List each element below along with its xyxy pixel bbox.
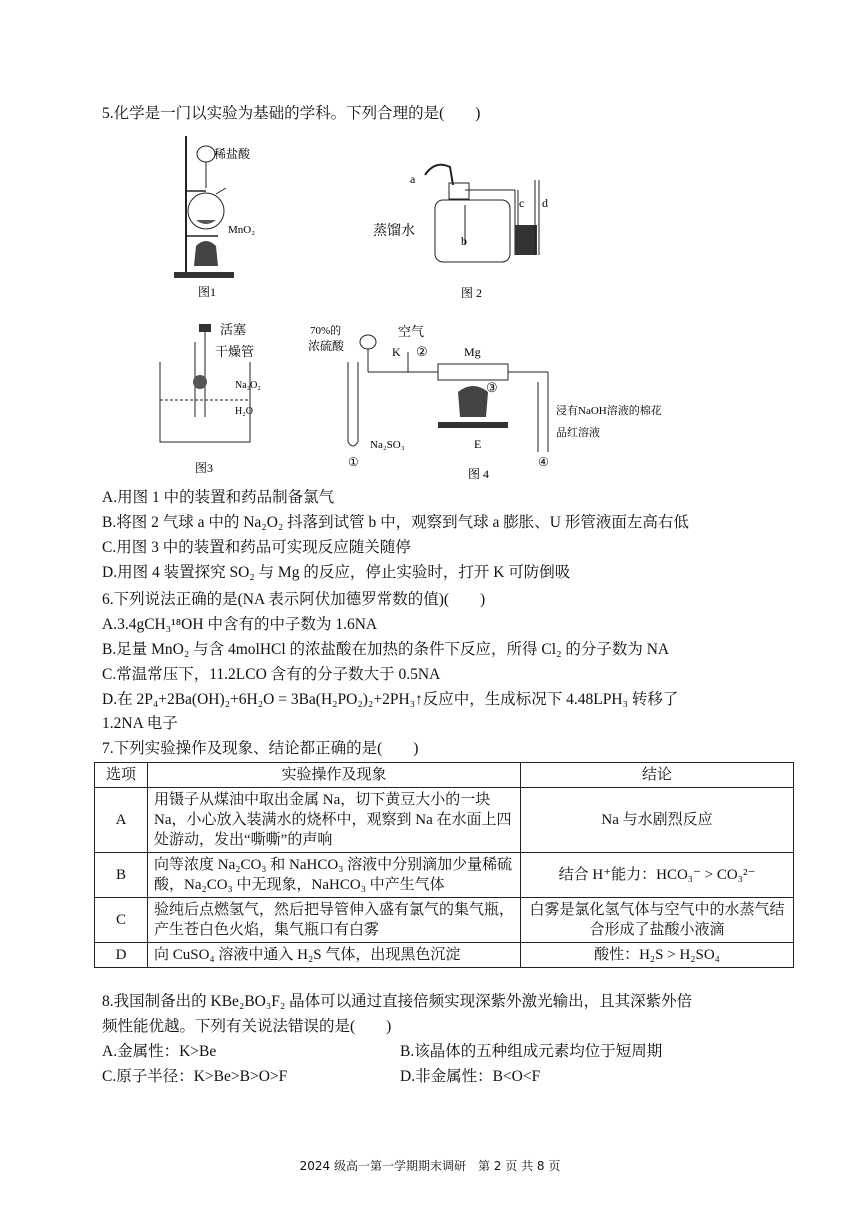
q5-option-d: D.用图 4 装置探究 SO₂ 与 Mg 的反应，停止实验时，打开 K 可防倒吸: [102, 564, 571, 581]
fig4-n4: ④: [538, 455, 549, 469]
fig3-valve: 活塞: [220, 322, 247, 337]
q8-option-b: B.该晶体的五种组成元素均位于短周期: [400, 1043, 663, 1060]
fig3-caption: 图3: [195, 461, 214, 475]
row-option: C: [95, 898, 148, 943]
fig4-acid2: 浓硫酸: [308, 339, 345, 353]
row-option: B: [95, 853, 148, 898]
header-operation: 实验操作及现象: [148, 763, 521, 788]
fig2-b: b: [461, 234, 467, 248]
figure-4: [308, 322, 662, 482]
row-conclusion: 结合 H⁺能力：HCO₃⁻ > CO₃²⁻: [521, 853, 794, 898]
q5-option-a: A.用图 1 中的装置和药品制备氯气: [102, 489, 335, 506]
q8-option-c: C.原子半径：K>Be>B>O>F: [102, 1068, 288, 1085]
row-option: D: [95, 943, 148, 968]
table-row: [95, 788, 794, 853]
table-row: [95, 853, 794, 898]
header-option: 选项: [95, 763, 148, 788]
fig4-n2: ②: [416, 344, 428, 359]
fig2-water-label: 蒸馏水: [373, 224, 415, 239]
fig4-air: 空气: [398, 324, 425, 339]
fig4-cotton: 浸有NaOH溶液的棉花: [556, 405, 662, 417]
fig3-na2o2: Na₂O₂: [235, 380, 261, 391]
fig2-caption: 图 2: [461, 286, 483, 300]
fig3-tube: 干燥管: [215, 344, 255, 359]
row-operation: 用镊子从煤油中取出金属 Na，切下黄豆大小的一块 Na，小心放入装满水的烧杯中，观察到 Na 在水面上四处游动，发出“嘶嘶”的声响: [148, 788, 521, 853]
table-row: [95, 898, 794, 943]
figure-3: [155, 322, 285, 475]
fig2-c: c: [519, 196, 525, 210]
q6-option-c: C.常温常压下，11.2LCO 含有的分子数大于 0.5NA: [102, 666, 441, 683]
fig4-na2so3: Na₂SO₃: [370, 439, 405, 451]
q6-option-a: A.3.4gCH₃¹⁸OH 中含有的中子数为 1.6NA: [102, 616, 378, 633]
fig4-n1: ①: [348, 455, 359, 469]
fig1-mno2-label: MnO₂: [228, 224, 256, 236]
fig4-acid: 70%的: [310, 325, 342, 337]
fig4-caption: 图 4: [468, 467, 490, 481]
row-conclusion: 酸性：H₂S > H₂SO₄: [521, 943, 794, 968]
q8-stem-line1: 8.我国制备出的 KBe₂BO₃F₂ 晶体可以通过直接倍频实现深紫外激光输出，且其深紫外倍: [102, 993, 693, 1010]
fig4-pinred: 品红溶液: [556, 427, 600, 439]
fig2-a: a: [410, 172, 416, 186]
q6-option-d-line1: D.在 2P₄+2Ba(OH)₂+6H₂O = 3Ba(H₂PO₂)₂+2PH₃↑反应中，生成标况下 4.48LPH₃ 转移了: [102, 691, 679, 708]
q7-table: [94, 762, 794, 968]
fig2-d: d: [542, 196, 548, 210]
q8-option-a: A.金属性：K>Be: [102, 1043, 217, 1060]
q5-stem: 5.化学是一门以实验为基础的学科。下列合理的是( ): [102, 105, 481, 122]
fig4-n3: ③: [486, 380, 498, 395]
table-header-row: [95, 763, 794, 788]
fig1-acid-label: 稀盐酸: [214, 147, 251, 161]
table-row: [95, 943, 794, 968]
fig4-k: K: [392, 345, 401, 359]
row-operation: 验纯后点燃氢气，然后把导管伸入盛有氯气的集气瓶，产生苍白色火焰，集气瓶口有白雾: [148, 898, 521, 943]
row-operation: 向等浓度 Na₂CO₃ 和 NaHCO₃ 溶液中分别滴加少量稀硫酸，Na₂CO₃ 中无现象，NaHCO₃ 中产生气体: [148, 853, 521, 898]
q5-option-b: B.将图 2 气球 a 中的 Na₂O₂ 抖落到试管 b 中，观察到气球 a 膨胀、U 形管液面左高右低: [102, 514, 689, 531]
q5-option-c: C.用图 3 中的装置和药品可实现反应随关随停: [102, 539, 411, 556]
q8-stem-line2: 频性能优越。下列有关说法错误的是( ): [102, 1018, 392, 1035]
page-footer: 2024 级高一第一学期期末调研 第 2 页 共 8 页: [299, 1159, 561, 1173]
q6-option-d-line2: 1.2NA 电子: [102, 715, 178, 732]
header-conclusion: 结论: [521, 763, 794, 788]
figure-2: [373, 145, 575, 305]
q7-stem: 7.下列实验操作及现象、结论都正确的是( ): [102, 740, 419, 757]
row-operation: 向 CuSO₄ 溶液中通入 H₂S 气体，出现黑色沉淀: [148, 943, 521, 968]
q6-stem: 6.下列说法正确的是(NA 表示阿伏加德罗常数的值)( ): [102, 591, 486, 608]
row-conclusion: Na 与水剧烈反应: [521, 788, 794, 853]
fig4-e: E: [474, 437, 482, 451]
q6-option-b: B.足量 MnO₂ 与含 4molHCl 的浓盐酸在加热的条件下反应，所得 Cl₂ 的分子数为 NA: [102, 641, 670, 658]
q8-option-d: D.非金属性：B<O<F: [400, 1068, 541, 1085]
figure-1: [168, 136, 288, 299]
row-option: A: [95, 788, 148, 853]
fig4-mg: Mg: [464, 345, 481, 359]
fig1-caption: 图1: [198, 285, 217, 299]
fig3-h2o: H₂O: [235, 406, 253, 417]
row-conclusion: 白雾是氯化氢气体与空气中的水蒸气结合形成了盐酸小液滴: [521, 898, 794, 943]
